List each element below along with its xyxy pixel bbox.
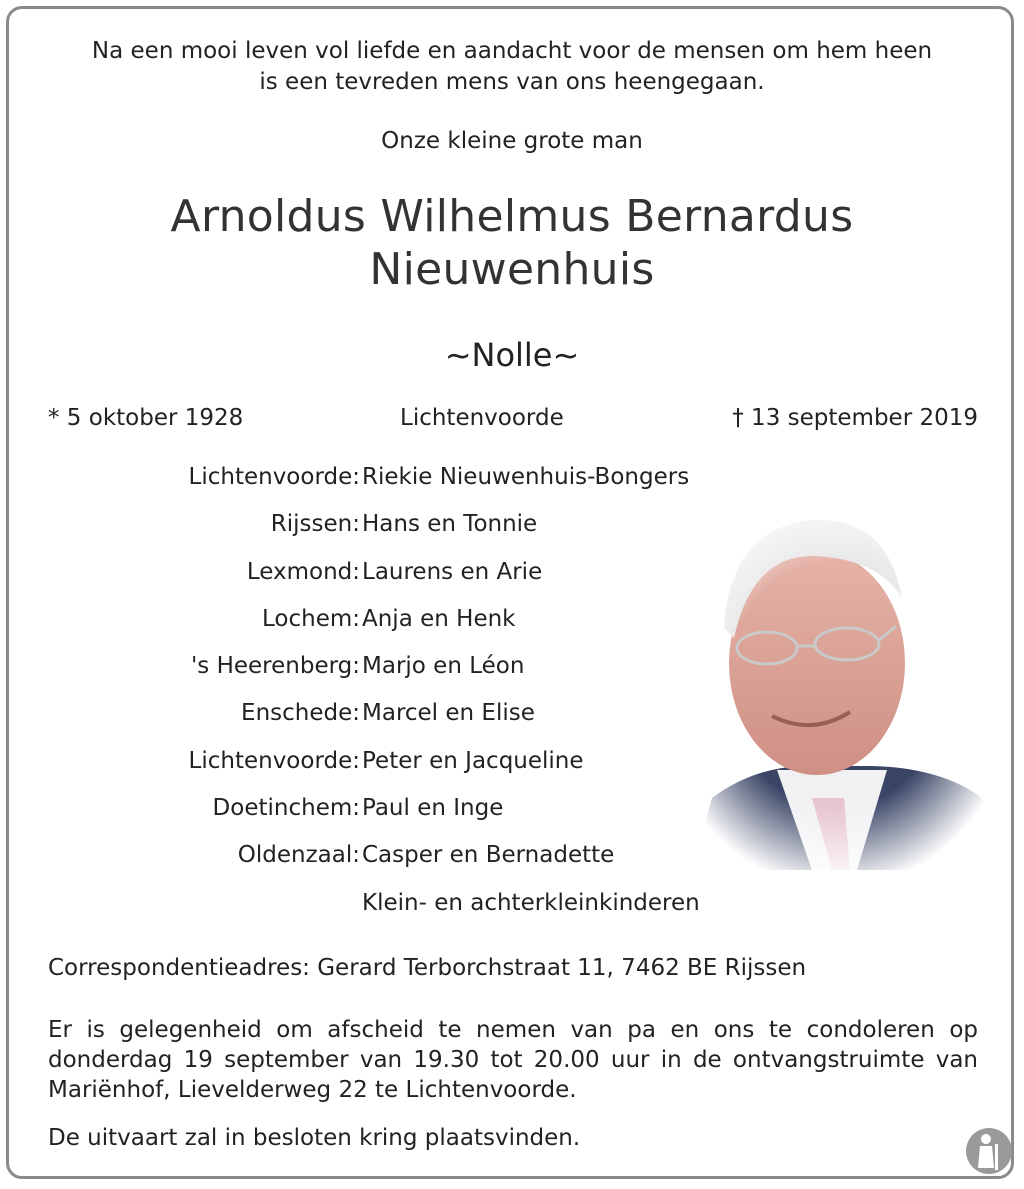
visitation-text: Er is gelegenheid om afscheid te nemen van pa en ons te condoleren op donderdag 19 september van 19.30 tot 20.00 uur in de ontvangstruimte van Mariënhof, Lievelderweg 22 te Lichtenvoorde. bbox=[48, 1017, 978, 1103]
family-location: Lichtenvoorde: bbox=[188, 747, 360, 774]
intro-line-1: Na een mooi leven vol liefde en aandacht voor de mensen om hem heen bbox=[91, 38, 933, 64]
name-line-2: Nieuwenhuis bbox=[369, 244, 655, 295]
subtitle: Onze kleine grote man bbox=[381, 128, 643, 154]
deceased-name bbox=[0, 190, 1024, 296]
family-location: Lochem: bbox=[261, 605, 360, 632]
family-names: Marjo en Léon bbox=[362, 653, 525, 680]
family-location: Doetinchem: bbox=[212, 795, 360, 822]
family-names: Peter en Jacqueline bbox=[362, 747, 584, 774]
family-row bbox=[0, 700, 760, 747]
family-row bbox=[0, 606, 760, 653]
family-names: Casper en Bernadette bbox=[362, 842, 615, 869]
family-row bbox=[0, 653, 760, 700]
birth-date: * 5 oktober 1928 bbox=[48, 405, 244, 431]
death-date: † 13 september 2019 bbox=[732, 405, 978, 431]
family-names: Hans en Tonnie bbox=[362, 511, 538, 538]
family-names: Paul en Inge bbox=[362, 795, 504, 822]
nickname: ~Nolle~ bbox=[444, 336, 580, 374]
family-row bbox=[0, 795, 760, 842]
family-list bbox=[0, 464, 760, 937]
family-row bbox=[0, 842, 760, 889]
family-names: Laurens en Arie bbox=[362, 558, 543, 585]
intro-text bbox=[0, 36, 1024, 98]
family-row bbox=[0, 511, 760, 558]
family-location: 's Heerenberg: bbox=[190, 653, 360, 680]
family-location: Enschede: bbox=[241, 700, 360, 727]
family-location: Oldenzaal: bbox=[237, 842, 360, 869]
family-names: Anja en Henk bbox=[362, 605, 516, 632]
family-row bbox=[0, 890, 760, 937]
family-names: Klein- en achterkleinkinderen bbox=[362, 889, 700, 916]
family-location: Rijssen: bbox=[270, 511, 360, 538]
publisher-logo-icon bbox=[964, 1126, 1014, 1176]
name-line-1: Arnoldus Wilhelmus Bernardus bbox=[170, 191, 854, 242]
family-names: Riekie Nieuwenhuis-Bongers bbox=[362, 464, 690, 490]
family-names: Marcel en Elise bbox=[362, 700, 535, 727]
intro-line-2: is een tevreden mens van ons heengegaan. bbox=[259, 69, 765, 95]
family-location: Lichtenvoorde: bbox=[188, 464, 360, 490]
family-row bbox=[0, 748, 760, 795]
family-row bbox=[0, 559, 760, 606]
dates-row bbox=[48, 405, 978, 437]
family-location: Lexmond: bbox=[246, 558, 360, 585]
correspondence-address: Correspondentieadres: Gerard Terborchstraat 11, 7462 BE Rijssen bbox=[48, 955, 807, 981]
funeral-text: De uitvaart zal in besloten kring plaatsvinden. bbox=[48, 1125, 581, 1151]
family-row bbox=[0, 464, 760, 511]
place: Lichtenvoorde bbox=[400, 405, 564, 431]
